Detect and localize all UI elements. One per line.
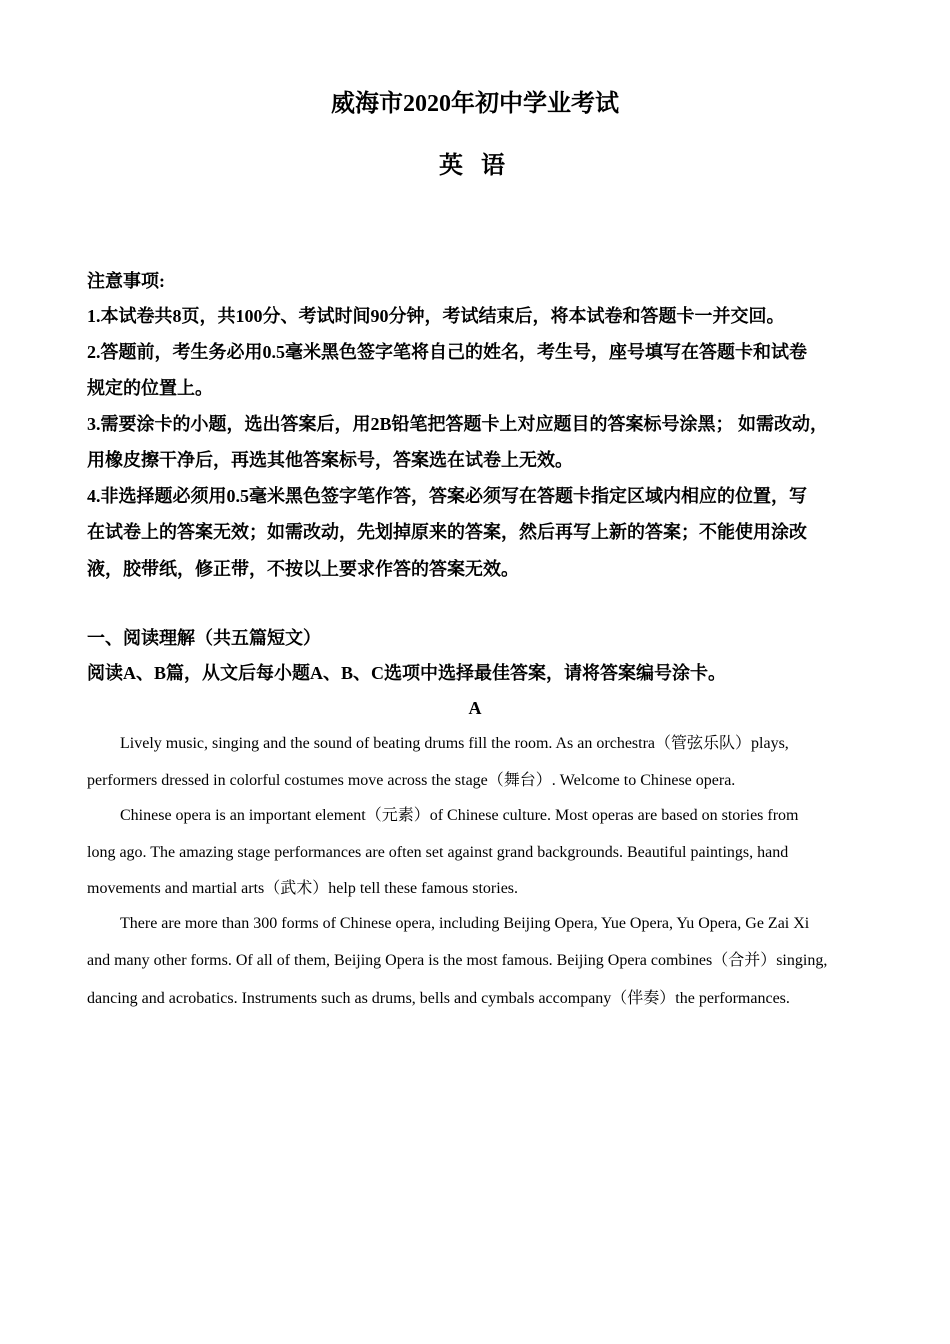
notice-line: 4.非选择题必须用0.5毫米黑色签字笔作答，答案必须写在答题卡指定区域内相应的位置，写 [87,486,807,506]
passage-line: performers dressed in colorful costumes move across the stage（舞台）. Welcome to Chinese opera. [87,772,736,789]
notice-line: 3.需要涂卡的小题，选出答案后，用2B铅笔把答题卡上对应题目的答案标号涂黑； 如需改动， [87,414,829,434]
passage-line: Chinese opera is an important element（元素）of Chinese culture. Most operas are based on stories from [120,807,799,824]
notice-line: 用橡皮擦干净后，再选其他答案标号，答案选在试卷上无效。 [87,450,573,470]
passage-line: and many other forms. Of all of them, Beijing Opera is the most famous. Beijing Opera combines（合并）singing, [87,952,828,969]
notice-heading: 注意事项: [87,271,165,291]
exam-title: 威海市2020年初中学业考试 [331,91,619,117]
notice-line: 在试卷上的答案无效；如需改动，先划掉原来的答案，然后再写上新的答案；不能使用涂改 [87,522,807,542]
notice-line: 1.本试卷共8页，共100分、考试时间90分钟，考试结束后，将本试卷和答题卡一并交回。 [87,306,785,326]
notice-line: 规定的位置上。 [87,378,213,398]
notice-line: 2.答题前，考生务必用0.5毫米黑色签字笔将自己的姓名，考生号，座号填写在答题卡和试卷 [87,342,807,362]
passage-line: There are more than 300 forms of Chinese opera, including Beijing Opera, Yue Opera, Yu Opera, Ge Zai Xi [120,915,810,932]
passage-line: long ago. The amazing stage performances are often set against grand backgrounds. Beautiful paintings, hand [87,844,789,861]
passage-line: movements and martial arts（武术）help tell these famous stories. [87,880,519,897]
passage-label: A [468,698,482,718]
subject-title: 英 语 [439,153,511,179]
notice-line: 液，胶带纸，修正带，不按以上要求作答的答案无效。 [87,559,519,579]
passage-line: dancing and acrobatics. Instruments such as drums, bells and cymbals accompany（伴奏）the performances. [87,990,790,1007]
passage-line: Lively music, singing and the sound of beating drums fill the room. As an orchestra（管弦乐队）plays, [120,735,789,752]
section-instruction: 阅读A、B篇，从文后每小题A、B、C选项中选择最佳答案，请将答案编号涂卡。 [87,663,727,683]
section-heading: 一、阅读理解（共五篇短文） [87,628,321,648]
